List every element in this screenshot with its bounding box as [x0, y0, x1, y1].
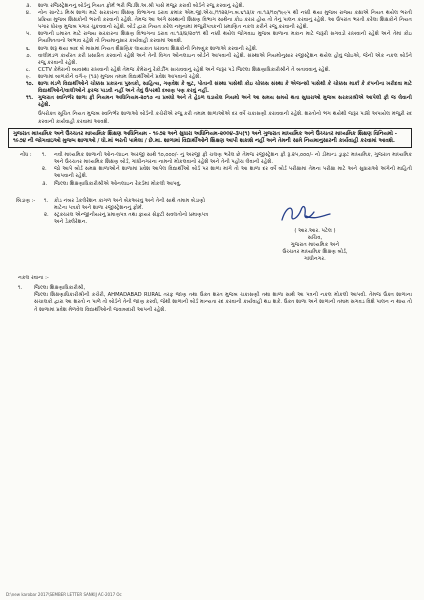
note-text: જિલ્લા શિક્ષણાધિકારીશ્રીએ ઓનલાઇન રેકર્ડમાં મોકલી આપવું.: [54, 180, 182, 187]
enclosure-item: [44, 198, 218, 212]
signatory-name: ( આર.આર. પટેલ ): [294, 227, 336, 234]
condition-text: નોન ગ્રાન્ટેડ મિશ્ર શાળા માટે સરકારના શિક્ષણ વિભાગના ઠરાવ ક્રમાંક એમ.જી.એચ./૧૧૨૨/ન.બ.૬૧૩/ક તા.૧૩/૧૦/૧૯૯૫ થી નક્કી થયા મુજબ રાજ્ય કક્ષાએ નિયત થયેલ ભરતી પ્રક્રિયા મુજબ શિક્ષકોની ભરતી કરવાની રહેશે. તેમજ આ અંગે સંસ્થાની શિક્ષણ વિભાગ સાથેના કોઇ કરાર હોય તો તેનું પાલન કરવાનું રહેશે. આ ઉપરાંત ભરતી કરેલા શિક્ષકોને નિયત પગાર ધોરણ મુજબ પગાર ચુકવવાનો રહેશે. બોર્ડ દ્વારા નિયત કરેલ નમૂનામાં મંજુરીપત્રકની પ્રમાણિત નકલ કરીને રજુ કરવાની રહેશે.: [38, 10, 412, 31]
condition-item: [8, 74, 412, 81]
note-text: નવી માધ્યમિક શાળાની ઓન-લાઇન અરજી સાથે ૧૦,૦૦૦/- નું અરજી ફી ચલણ ભરેલ છે તેમજ રજીસ્ટ્રેશન ફી રૂ.૨૫,૦૦૦/- નો ડીમાન્ડ ડ્રાફ્ટ માધ્યમિક, ગુજરાત માધ્યમિક અને ઉચ્ચતર માધ્યમિક શિક્ષણ બોર્ડ, ગાંધીનગરના નામનો મોકલવાનો રહેશે અને તેની પહોંચ લેવાની રહેશે.: [54, 152, 412, 166]
condition-text: CCTV કેમેરાની વ્યવસ્થા રાખવાની રહેશે તેમજ કેમેરાનું રેકોર્ડીંગ સાચવવાનું રહેશે અને જરૂર પડે જિલ્લા શિક્ષણાધિકારીશ્રીને તે બતાવવાનું રહેશે.: [38, 66, 331, 73]
closing-paragraph: [8, 111, 412, 125]
condition-item: [8, 46, 412, 53]
condition-item: [8, 95, 412, 109]
condition-item: [8, 53, 412, 67]
condition-number: ૧૧.: [26, 95, 34, 102]
signatory-designation: સચિવ,: [307, 234, 323, 241]
handwritten-signature-icon: [276, 198, 336, 228]
note-number: ૧.: [42, 152, 47, 159]
copy-number: ૧.: [18, 285, 23, 292]
condition-number: ૩.: [26, 3, 32, 9]
note-item: [42, 181, 412, 188]
file-path-footer: D:\new karobar 2017\SEMBER LETTER SANKIJ AC-2017 Oc: [6, 591, 122, 597]
copy-number: [8, 292, 34, 313]
note-number: ૨.: [42, 166, 47, 173]
condition-number: ૪.: [26, 10, 31, 17]
enclosures-label: બિડાણ :-: [16, 197, 36, 204]
condition-item: [8, 67, 412, 74]
condition-item: [8, 31, 412, 45]
closing-text: ઉપરોક્ત સૂચિત નિયત મુજબ સ્વનિર્ભર શાળાઓ બોર્ડની કચેરીએ રજુ કરી તમામ શાળાઓએ દર વર્ષે ચકાસણી કરાવવાની રહેશે. શરતોનો ભંગ થયેથી જરૂર પડ્યે અપાયેલ મંજુરી રદ કરવાની કાર્યવાહી કરવામાં આવશે.: [38, 111, 412, 125]
enclosures-section: [8, 198, 218, 263]
enclosure-number: ૨.: [44, 211, 49, 218]
condition-text: ગુજરાત સ્વનિર્ભર શાળા ફી નિયમન અધિનિયમ-૨૦૧૭ ના પ્રબંધો અને તે હેઠળ ઘડાયેલ નિયમો અને આ સમય સમયે થતા સુધારાઓ મુજબ સરકારશ્રીએ આપેલી ફી જ લેવાની રહેશે.: [38, 95, 412, 109]
condition-text: શાળામાં બાળકોને વર્ગ-૯ (૧૩) મુજબ તમામ વિદ્યાર્થીઓને પ્રવેશ આપવાનો રહેશે.: [38, 73, 201, 80]
boxed-notice: ગુજરાત માધ્યમિક અને ઉચ્ચતર માધ્યમિક શિક્ષણ અધિનિયમ - ૧૯૭૨ અને સુધારા અધિનિયમ-૨૦૦૪-૩૫(૧) અને ગુજરાત માધ્યમિક અને ઉચ્ચતર માધ્યમિક શિક્ષણ વિનિયમો - ૧૯૭૪ ની જોગવાઇઓ મુજબ શાળાઓ / ધો.માં ભરતી પામેલા / છે.મા. શાળામાં વિદ્યાર્થીઓને શિક્ષણ આપી શકાશે નહીં અને તેમની સામે નિયમાનુસારની કાર્યવાહી કરવામાં આવશે.: [8, 128, 412, 149]
copy-to-label: નકલ રવાના :-: [18, 275, 49, 282]
enclosure-text: કોડ નંબર ડેકલેરેશન કાગળ અને બેકઅરવું અને તેની સાથે તમામ બેડાણો માટેના પત્રકો અને શાળા રજીસ્ટ્રેશનનું ફોર્મ.: [54, 197, 206, 211]
note-item: [42, 152, 412, 166]
condition-number: ૯.: [26, 73, 31, 80]
notes-label: નોંધ :: [20, 152, 32, 159]
copy-to-list: [8, 285, 412, 313]
condition-text: શાળા શરૂ થયા બાદ બે માસમાં નિયત શૈક્ષણિક લાયકાત ધરાવતા શિક્ષકોની નિમણુંક શાળાએ કરવાની રહેશે.: [38, 45, 258, 52]
condition-number: ૬.: [26, 45, 31, 52]
condition-number: ૭.: [26, 52, 32, 59]
conditions-list: [8, 3, 412, 109]
condition-item: [8, 10, 412, 31]
enclosure-number: ૧.: [44, 197, 49, 204]
condition-text: શાળા મંડળે વિદ્યાર્થીઓને ચોક્કસ પ્રકારના પુસ્તકો, સાહિત્ય, ગણવેશ કે બુટ, પોતાની સંસ્થા પાસેથી કોઇ ચોક્કસ સંસ્થા કે એજન્સી પાસેથી કે ચોક્કસ માર્કા કે કંપનીના ખરીદવા માટે વિદ્યાર્થીઓને/વાલીઓને ફરજ પાડવી નહીં અને તેવું ઉપરથી દબાણ પણ કરવું નહીં.: [38, 81, 412, 95]
condition-text: શાળા રજિસ્ટ્રેશનનું બોર્ડનું નિયત ફોર્મ ભરી જિ.શિ.અ.શ્રી પાસે મંજુર કરાવી બોર્ડને રજુ કરવાનું રહેશે.: [38, 3, 245, 9]
condition-item: [8, 81, 412, 95]
note-item: [42, 166, 412, 180]
signatory-org-line2: ઉચ્ચતર માધ્યમિક શિક્ષણ બોર્ડ,: [282, 248, 348, 255]
signature-mark: [218, 198, 412, 226]
signatory-org-line1: ગુજરાત માધ્યમિક અને: [290, 241, 340, 248]
condition-number: ૫.: [26, 31, 32, 38]
copy-item: [8, 292, 412, 313]
notes-section: [8, 152, 412, 187]
signatory-place: ગાંધીનગર.: [304, 256, 326, 263]
note-number: ૩.: [42, 180, 48, 187]
condition-number: ૧૦.: [26, 81, 34, 88]
signature-block: [8, 198, 412, 263]
condition-number: ૮.: [26, 66, 31, 73]
condition-text: વાલીમંડળ કાર્યરત કરી પ્રસારિત કરવાનો રહેશે અને તેની વિગત ઓનલાઇન બોર્ડને આપવાની રહેશે. સંસ્થાએ નિયમોનુસાર રજીસ્ટ્રેશન થયેલ હોવું જોઇએ, જેની એક નકલ બોર્ડને રજુ કરવાની રહેશે.: [38, 52, 412, 66]
enclosure-item: [44, 212, 218, 226]
note-text: જો આપે બોર્ડ સમક્ષ શાળાઓને શાળામાં પ્રવેશ આપેલ વિદ્યાર્થીઓ બોર્ડ પર શાળા માંગે તો આ શાળા દર વર્ષે બોર્ડ પરીક્ષામાં તેમના પરીક્ષા માટે અને સુધારાઓ અંગેની માહિતી આપવાની રહેશે.: [54, 166, 412, 180]
enclosure-text: સ્ટ્રક્ચરલ એન્જીનીયરનું પ્રમાણપત્ર તથા ફાયર સેફ્ટી સવલતોનો પ્રમાણપત્ર અને ડેક્લેરેશન.: [54, 211, 209, 225]
condition-text: શાળાની ઇમારત માટે રાજ્ય સરકારના શિક્ષણ વિભાગના ઠરાવ તા.૧૩/૪/૨૦૧૧ થી નક્કી થયેલ જોગવાઇ મુજબ શાળાના મકાન માટે જરૂરી સગવડો રાખવાની રહેશે અને તેમાં કોઇ નિયમિતતાનો અભાવ રહેશે તો નિયમાનુસાર કાર્યવાહી કરવામાં આવશે.: [38, 31, 412, 45]
copy-text: જિલ્લા શિક્ષણાધિકારીશ્રીની કચેરી, AHMADABAD RURAL તરફ જાણ તથા ઉક્ત શરત મુજબ ચકાસણી તથા શાળા સાથે આ પત્રની નકલ મોકલી આપવી. તેમજ ઉક્ત શાળાના સંચાલકો દ્વારા આ શરતો ન પાળે તો બોર્ડને તેની જાણ કરવી, જેથી શાળાની બોર્ડ માન્યતા રદ કરવાની કાર્યવાહી થઇ શકે. ઉક્ત શાળા અને શાળાની તમામ સગવડ વિશે પાલન ન થાય તો તે શાળામાં પ્રવેશ મેળવેલ વિદ્યાર્થીઓની જવાબદારી આપની રહેશે.: [34, 292, 412, 313]
copy-text: જિલ્લા શિક્ષણાધિકારીશ્રી,: [34, 285, 86, 292]
signatory: [218, 198, 412, 263]
